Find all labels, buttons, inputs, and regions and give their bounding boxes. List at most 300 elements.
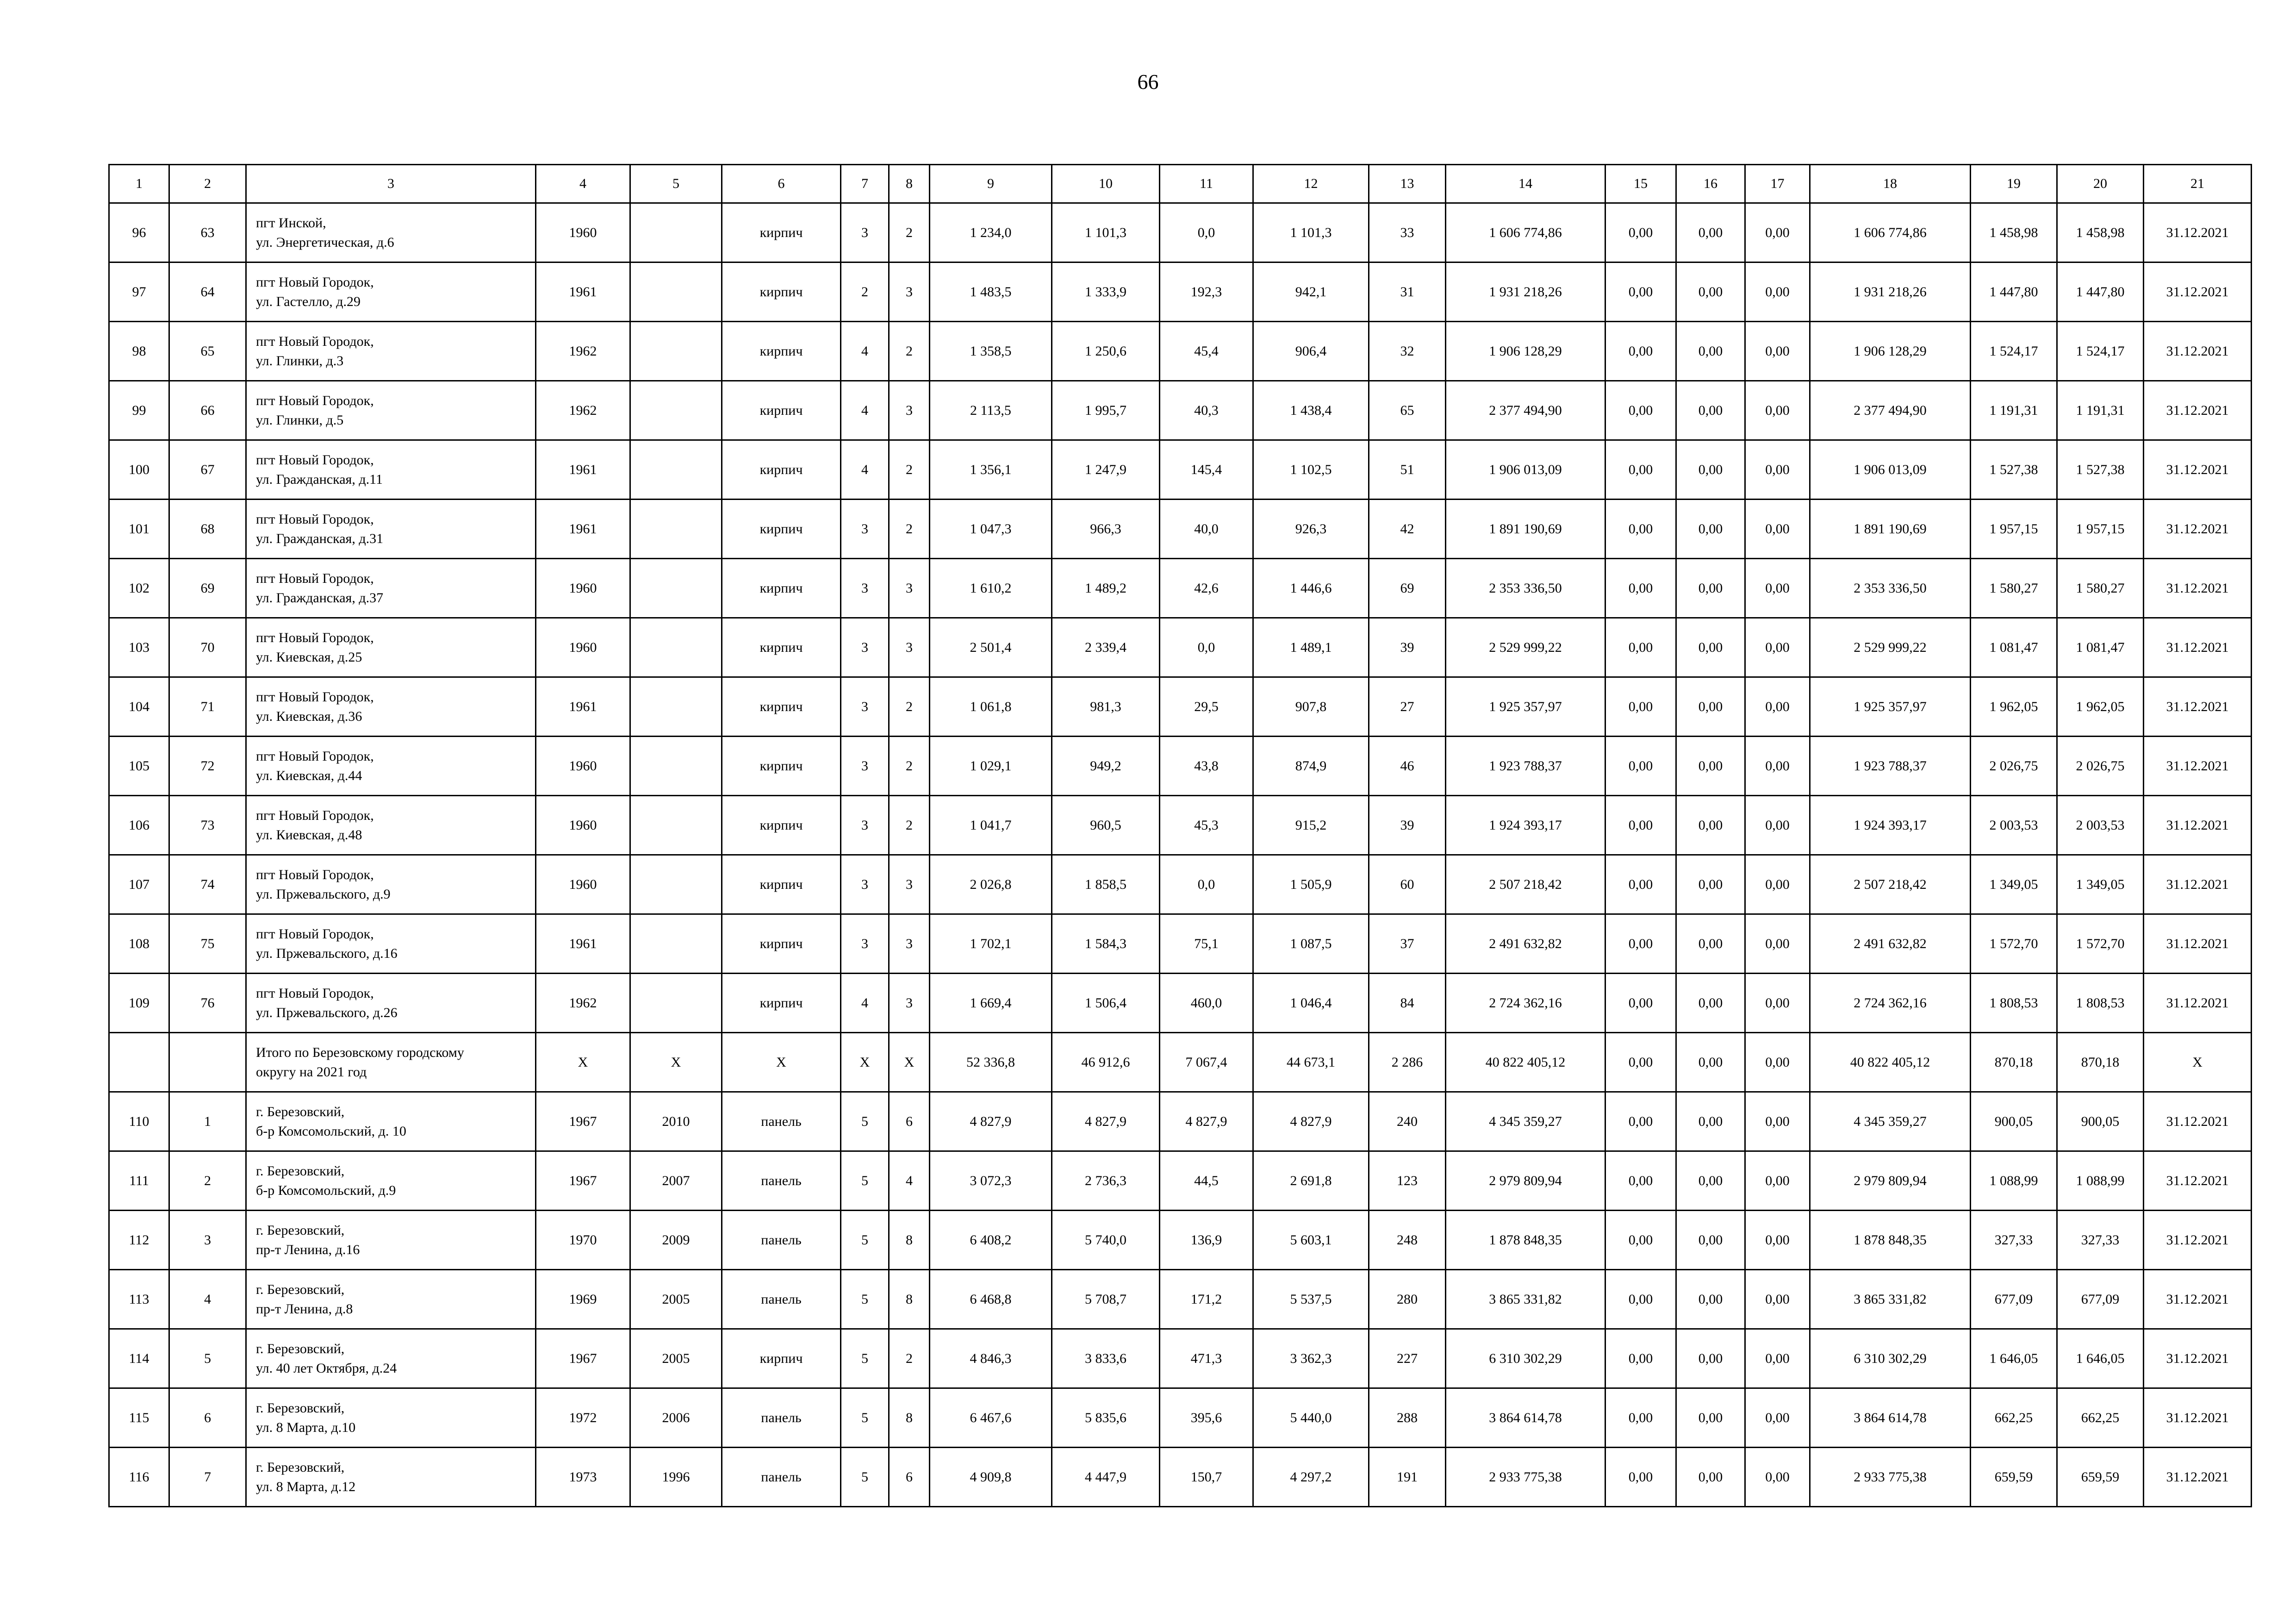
address-line: ул. Гражданская, д.37 xyxy=(256,590,384,606)
table-cell xyxy=(169,1033,246,1092)
table-cell: 102 xyxy=(109,559,169,618)
address-line: ул. Пржевальского, д.16 xyxy=(256,945,398,961)
table-cell: 66 xyxy=(169,381,246,440)
address-line: г. Березовский, xyxy=(256,1104,345,1119)
table-cell: 74 xyxy=(169,855,246,914)
address-line: ул. Пржевальского, д.26 xyxy=(256,1005,398,1020)
table-cell: 1 489,1 xyxy=(1253,618,1369,677)
column-number: 2 xyxy=(169,165,246,203)
table-cell: 677,09 xyxy=(2057,1270,2144,1329)
table-row xyxy=(109,796,2252,855)
table-cell: 0,00 xyxy=(1745,1388,1810,1448)
address-cell xyxy=(246,1329,536,1388)
table-cell: 29,5 xyxy=(1160,677,1253,737)
table-cell: 1 962,05 xyxy=(1971,677,2057,737)
table-cell: 1 xyxy=(169,1092,246,1151)
table-cell: 1 906 013,09 xyxy=(1810,440,1971,500)
address-line: пгт Новый Городок, xyxy=(256,393,374,408)
table-cell: 3 xyxy=(841,677,889,737)
address-line: ул. Глинки, д.5 xyxy=(256,412,344,428)
table-cell: 0,00 xyxy=(1745,440,1810,500)
table-cell: 900,05 xyxy=(2057,1092,2144,1151)
table-cell: 0,00 xyxy=(1745,796,1810,855)
table-cell: 145,4 xyxy=(1160,440,1253,500)
table-cell: 6 310 302,29 xyxy=(1446,1329,1605,1388)
table-cell: 136,9 xyxy=(1160,1211,1253,1270)
address-line: ул. Гражданская, д.11 xyxy=(256,471,383,487)
table-cell: 0,00 xyxy=(1745,1448,1810,1507)
address-cell xyxy=(246,974,536,1033)
table-cell: 4 345 359,27 xyxy=(1446,1092,1605,1151)
table-cell: 662,25 xyxy=(1971,1388,2057,1448)
table-cell: 6 xyxy=(889,1092,930,1151)
table-cell: 1 957,15 xyxy=(1971,500,2057,559)
table-cell: 0,0 xyxy=(1160,855,1253,914)
table-cell: панель xyxy=(722,1211,841,1270)
table-cell: 8 xyxy=(889,1211,930,1270)
table-cell: 39 xyxy=(1369,618,1446,677)
table-cell: 31.12.2021 xyxy=(2144,618,2252,677)
table-cell: 2 691,8 xyxy=(1253,1151,1369,1211)
table-cell: 1969 xyxy=(536,1270,630,1329)
table-cell: 3 865 331,82 xyxy=(1446,1270,1605,1329)
table-cell: 2 026,75 xyxy=(2057,737,2144,796)
address-cell xyxy=(246,1388,536,1448)
table-cell: 2 724 362,16 xyxy=(1810,974,1971,1033)
table-cell: 2 xyxy=(889,737,930,796)
table-cell: 0,00 xyxy=(1676,500,1745,559)
table-cell: 150,7 xyxy=(1160,1448,1253,1507)
column-number: 8 xyxy=(889,165,930,203)
housing-registry-table xyxy=(108,164,2252,1507)
address-line: г. Березовский, xyxy=(256,1459,345,1475)
table-cell xyxy=(630,322,722,381)
table-cell: 4 xyxy=(841,974,889,1033)
column-number: 5 xyxy=(630,165,722,203)
table-cell: 460,0 xyxy=(1160,974,1253,1033)
table-cell: 105 xyxy=(109,737,169,796)
address-line: г. Березовский, xyxy=(256,1341,345,1356)
table-cell: 248 xyxy=(1369,1211,1446,1270)
table-cell: 1 606 774,86 xyxy=(1810,203,1971,262)
column-number-row xyxy=(109,165,2252,203)
table-cell: 5 835,6 xyxy=(1052,1388,1160,1448)
table-cell: 40,3 xyxy=(1160,381,1253,440)
table-cell: 1 646,05 xyxy=(2057,1329,2144,1388)
table-cell: 6 xyxy=(889,1448,930,1507)
table-cell: 5 xyxy=(169,1329,246,1388)
table-cell xyxy=(630,381,722,440)
table-cell: 31.12.2021 xyxy=(2144,381,2252,440)
address-cell xyxy=(246,1151,536,1211)
table-cell: 98 xyxy=(109,322,169,381)
column-number: 7 xyxy=(841,165,889,203)
address-cell xyxy=(246,500,536,559)
table-cell: 2 507 218,42 xyxy=(1810,855,1971,914)
address-line: пгт Новый Городок, xyxy=(256,926,374,942)
table-cell: 966,3 xyxy=(1052,500,1160,559)
table-cell: 2010 xyxy=(630,1092,722,1151)
table-cell: 107 xyxy=(109,855,169,914)
table-cell: 1970 xyxy=(536,1211,630,1270)
table-cell: 84 xyxy=(1369,974,1446,1033)
table-cell xyxy=(630,500,722,559)
table-cell: 68 xyxy=(169,500,246,559)
column-number: 17 xyxy=(1745,165,1810,203)
table-cell: 31.12.2021 xyxy=(2144,796,2252,855)
table-cell: 2 491 632,82 xyxy=(1810,914,1971,974)
table-cell: 100 xyxy=(109,440,169,500)
address-cell xyxy=(246,1033,536,1092)
table-cell: 104 xyxy=(109,677,169,737)
table-cell: 0,00 xyxy=(1605,381,1676,440)
table-cell: 2 339,4 xyxy=(1052,618,1160,677)
table-cell: 32 xyxy=(1369,322,1446,381)
address-line: ул. Гражданская, д.31 xyxy=(256,531,384,546)
table-cell: 31.12.2021 xyxy=(2144,974,2252,1033)
table-cell: 2 529 999,22 xyxy=(1810,618,1971,677)
table-cell: 75,1 xyxy=(1160,914,1253,974)
address-line: ул. 40 лет Октября, д.24 xyxy=(256,1360,397,1376)
address-line: ул. Киевская, д.44 xyxy=(256,768,362,783)
table-cell: 1 191,31 xyxy=(2057,381,2144,440)
table-cell: X xyxy=(536,1033,630,1092)
table-cell: 1 527,38 xyxy=(2057,440,2144,500)
table-cell: 1 924 393,17 xyxy=(1446,796,1605,855)
table-cell: 0,00 xyxy=(1676,559,1745,618)
table-cell: 1 029,1 xyxy=(930,737,1052,796)
table-cell xyxy=(630,974,722,1033)
table-cell: 45,4 xyxy=(1160,322,1253,381)
table-cell: 1 669,4 xyxy=(930,974,1052,1033)
table-cell: 1 891 190,69 xyxy=(1446,500,1605,559)
table-cell: панель xyxy=(722,1448,841,1507)
table-cell: 0,00 xyxy=(1745,855,1810,914)
table-cell: 3 864 614,78 xyxy=(1810,1388,1971,1448)
address-cell xyxy=(246,381,536,440)
table-cell: 1 458,98 xyxy=(1971,203,2057,262)
table-cell: 0,00 xyxy=(1745,322,1810,381)
address-cell xyxy=(246,1270,536,1329)
table-cell: 1 483,5 xyxy=(930,262,1052,322)
table-row xyxy=(109,974,2252,1033)
table-cell: 0,00 xyxy=(1605,440,1676,500)
table-cell: 1 349,05 xyxy=(1971,855,2057,914)
table-cell: 1 524,17 xyxy=(1971,322,2057,381)
table-cell: 1961 xyxy=(536,500,630,559)
table-cell: 2 933 775,38 xyxy=(1446,1448,1605,1507)
table-cell: 5 708,7 xyxy=(1052,1270,1160,1329)
table-cell: 0,00 xyxy=(1676,440,1745,500)
table-row xyxy=(109,1270,2252,1329)
table-cell: 5 xyxy=(841,1211,889,1270)
table-cell: 0,00 xyxy=(1676,1329,1745,1388)
table-cell: 171,2 xyxy=(1160,1270,1253,1329)
table-cell: 1 878 848,35 xyxy=(1446,1211,1605,1270)
table-cell: 2 736,3 xyxy=(1052,1151,1160,1211)
table-cell: 2009 xyxy=(630,1211,722,1270)
address-line: пгт Новый Городок, xyxy=(256,333,374,349)
table-cell: 0,00 xyxy=(1745,737,1810,796)
table-cell: 110 xyxy=(109,1092,169,1151)
table-cell: кирпич xyxy=(722,262,841,322)
column-number: 16 xyxy=(1676,165,1745,203)
address-cell xyxy=(246,618,536,677)
table-cell: 44,5 xyxy=(1160,1151,1253,1211)
table-cell: 1 247,9 xyxy=(1052,440,1160,500)
table-row xyxy=(109,855,2252,914)
table-cell: 6 408,2 xyxy=(930,1211,1052,1270)
address-line: пгт Новый Городок, xyxy=(256,807,374,823)
table-cell: 1 358,5 xyxy=(930,322,1052,381)
table-cell: 52 336,8 xyxy=(930,1033,1052,1092)
table-cell: 0,00 xyxy=(1745,1151,1810,1211)
address-cell xyxy=(246,737,536,796)
column-number: 19 xyxy=(1971,165,2057,203)
page-number: 66 xyxy=(1137,70,1159,94)
address-line: пгт Новый Городок, xyxy=(256,689,374,705)
table-cell: 0,00 xyxy=(1605,914,1676,974)
table-cell xyxy=(630,440,722,500)
table-cell: 874,9 xyxy=(1253,737,1369,796)
table-cell: 5 537,5 xyxy=(1253,1270,1369,1329)
table-row xyxy=(109,203,2252,262)
table-cell: 39 xyxy=(1369,796,1446,855)
table-cell: 0,00 xyxy=(1676,1270,1745,1329)
address-line: пгт Новый Городок, xyxy=(256,630,374,645)
table-cell: 4 447,9 xyxy=(1052,1448,1160,1507)
table-cell: 280 xyxy=(1369,1270,1446,1329)
column-number: 10 xyxy=(1052,165,1160,203)
table-cell: X xyxy=(889,1033,930,1092)
table-cell: 900,05 xyxy=(1971,1092,2057,1151)
table-cell: 31.12.2021 xyxy=(2144,737,2252,796)
table-cell: 1 087,5 xyxy=(1253,914,1369,974)
table-cell: 40,0 xyxy=(1160,500,1253,559)
table-cell: X xyxy=(841,1033,889,1092)
table-cell: 1 702,1 xyxy=(930,914,1052,974)
table-cell xyxy=(630,559,722,618)
table-cell: 114 xyxy=(109,1329,169,1388)
table-cell: 0,00 xyxy=(1745,677,1810,737)
table-row xyxy=(109,1092,2252,1151)
table-cell: 69 xyxy=(1369,559,1446,618)
table-cell: 1 808,53 xyxy=(1971,974,2057,1033)
table-cell: 3 865 331,82 xyxy=(1810,1270,1971,1329)
table-cell: 3 xyxy=(889,618,930,677)
table-cell: 8 xyxy=(889,1270,930,1329)
table-cell: 0,00 xyxy=(1605,1092,1676,1151)
table-cell: 327,33 xyxy=(1971,1211,2057,1270)
table-cell: 0,00 xyxy=(1745,1033,1810,1092)
table-cell: X xyxy=(722,1033,841,1092)
table-cell: 31.12.2021 xyxy=(2144,1092,2252,1151)
table-cell: 1973 xyxy=(536,1448,630,1507)
address-line: г. Березовский, xyxy=(256,1163,345,1179)
table-cell: 31.12.2021 xyxy=(2144,1448,2252,1507)
table-cell: 1 906 128,29 xyxy=(1446,322,1605,381)
table-cell xyxy=(630,737,722,796)
address-line: г. Березовский, xyxy=(256,1400,345,1416)
table-cell: 1961 xyxy=(536,914,630,974)
table-cell: 0,00 xyxy=(1676,914,1745,974)
address-line: округу на 2021 год xyxy=(256,1064,367,1080)
table-cell: 3 xyxy=(889,914,930,974)
table-cell: 65 xyxy=(169,322,246,381)
table-cell: 240 xyxy=(1369,1092,1446,1151)
table-cell: кирпич xyxy=(722,737,841,796)
table-cell: 6 468,8 xyxy=(930,1270,1052,1329)
table-cell: 0,0 xyxy=(1160,203,1253,262)
table-row xyxy=(109,381,2252,440)
table-cell: 0,00 xyxy=(1605,203,1676,262)
table-cell: 4 827,9 xyxy=(1253,1092,1369,1151)
table-cell: 1961 xyxy=(536,262,630,322)
column-number: 20 xyxy=(2057,165,2144,203)
table-cell: 2 026,8 xyxy=(930,855,1052,914)
table-cell: 1962 xyxy=(536,322,630,381)
table-cell: 2 113,5 xyxy=(930,381,1052,440)
table-row xyxy=(109,440,2252,500)
table-cell: 0,00 xyxy=(1676,974,1745,1033)
column-number: 13 xyxy=(1369,165,1446,203)
table-cell xyxy=(109,1033,169,1092)
table-cell: 6 310 302,29 xyxy=(1810,1329,1971,1388)
table-cell: 1960 xyxy=(536,203,630,262)
table-cell: 1 580,27 xyxy=(1971,559,2057,618)
table-cell: панель xyxy=(722,1151,841,1211)
table-cell: 3 xyxy=(841,914,889,974)
column-number: 4 xyxy=(536,165,630,203)
table-cell: 0,00 xyxy=(1605,1329,1676,1388)
table-cell: 2005 xyxy=(630,1329,722,1388)
table-cell: 31.12.2021 xyxy=(2144,914,2252,974)
table-cell: 2 003,53 xyxy=(2057,796,2144,855)
table-row xyxy=(109,1211,2252,1270)
table-cell: 3 072,3 xyxy=(930,1151,1052,1211)
table-cell: 1 088,99 xyxy=(1971,1151,2057,1211)
table-cell xyxy=(630,203,722,262)
table-cell: 27 xyxy=(1369,677,1446,737)
table-cell: 72 xyxy=(169,737,246,796)
table-cell: кирпич xyxy=(722,203,841,262)
table-cell: 0,00 xyxy=(1676,1092,1745,1151)
table-cell: 2 353 336,50 xyxy=(1446,559,1605,618)
table-cell: 915,2 xyxy=(1253,796,1369,855)
table-cell: 659,59 xyxy=(1971,1448,2057,1507)
table-cell: 0,00 xyxy=(1676,262,1745,322)
table-cell: 1 925 357,97 xyxy=(1446,677,1605,737)
table-cell: 0,00 xyxy=(1605,618,1676,677)
address-cell xyxy=(246,203,536,262)
table-cell: 0,00 xyxy=(1676,737,1745,796)
table-cell: 0,00 xyxy=(1676,322,1745,381)
table-cell: 1 447,80 xyxy=(2057,262,2144,322)
table-cell: 45,3 xyxy=(1160,796,1253,855)
table-cell: 0,00 xyxy=(1605,1033,1676,1092)
table-cell: 1962 xyxy=(536,381,630,440)
table-cell: 0,00 xyxy=(1605,322,1676,381)
table-cell: 192,3 xyxy=(1160,262,1253,322)
table-cell: 5 440,0 xyxy=(1253,1388,1369,1448)
table-cell: кирпич xyxy=(722,618,841,677)
table-cell: 1 088,99 xyxy=(2057,1151,2144,1211)
table-cell: панель xyxy=(722,1270,841,1329)
table-cell: 2 xyxy=(169,1151,246,1211)
table-cell: 42 xyxy=(1369,500,1446,559)
table-cell: 76 xyxy=(169,974,246,1033)
table-cell: 0,0 xyxy=(1160,618,1253,677)
table-row xyxy=(109,677,2252,737)
table-cell: 31.12.2021 xyxy=(2144,500,2252,559)
table-cell: кирпич xyxy=(722,677,841,737)
address-line: ул. Киевская, д.48 xyxy=(256,827,362,843)
column-number: 11 xyxy=(1160,165,1253,203)
column-number: 1 xyxy=(109,165,169,203)
table-cell: 0,00 xyxy=(1605,1211,1676,1270)
table-cell: 4 xyxy=(841,381,889,440)
table-cell: 1 447,80 xyxy=(1971,262,2057,322)
table-cell: 395,6 xyxy=(1160,1388,1253,1448)
table-cell: 2 724 362,16 xyxy=(1446,974,1605,1033)
table-cell: 31 xyxy=(1369,262,1446,322)
table-cell: 1 061,8 xyxy=(930,677,1052,737)
table-cell: 1 446,6 xyxy=(1253,559,1369,618)
table-cell: 1960 xyxy=(536,796,630,855)
table-cell: 115 xyxy=(109,1388,169,1448)
table-cell: 2 xyxy=(889,322,930,381)
table-cell: 0,00 xyxy=(1605,974,1676,1033)
table-cell: 0,00 xyxy=(1605,1448,1676,1507)
table-cell: 1 931 218,26 xyxy=(1810,262,1971,322)
table-cell: 2 933 775,38 xyxy=(1810,1448,1971,1507)
table-cell: панель xyxy=(722,1092,841,1151)
table-cell: 2 xyxy=(889,796,930,855)
address-line: ул. Пржевальского, д.9 xyxy=(256,886,391,902)
table-cell: 0,00 xyxy=(1745,974,1810,1033)
table-cell: 3 xyxy=(889,855,930,914)
table-cell: 44 673,1 xyxy=(1253,1033,1369,1092)
table-cell: 2 xyxy=(889,203,930,262)
table-cell: 108 xyxy=(109,914,169,974)
table-cell: 2 507 218,42 xyxy=(1446,855,1605,914)
table-cell: 4 297,2 xyxy=(1253,1448,1369,1507)
table-cell: 981,3 xyxy=(1052,677,1160,737)
table-cell: 106 xyxy=(109,796,169,855)
table-cell: 75 xyxy=(169,914,246,974)
table-cell: 0,00 xyxy=(1676,1448,1745,1507)
table-cell: 1 962,05 xyxy=(2057,677,2144,737)
table-cell: 0,00 xyxy=(1676,796,1745,855)
table-cell: 2005 xyxy=(630,1270,722,1329)
table-cell: 112 xyxy=(109,1211,169,1270)
table-cell: 43,8 xyxy=(1160,737,1253,796)
table-cell: 0,00 xyxy=(1676,1151,1745,1211)
table-cell: 1 606 774,86 xyxy=(1446,203,1605,262)
table-cell: 123 xyxy=(1369,1151,1446,1211)
table-cell: 0,00 xyxy=(1605,262,1676,322)
table-cell: 3 833,6 xyxy=(1052,1329,1160,1388)
table-cell: 37 xyxy=(1369,914,1446,974)
address-cell xyxy=(246,559,536,618)
table-cell: 116 xyxy=(109,1448,169,1507)
address-line: пгт Новый Городок, xyxy=(256,274,374,290)
table-cell: 191 xyxy=(1369,1448,1446,1507)
table-cell: 907,8 xyxy=(1253,677,1369,737)
table-cell: 2 377 494,90 xyxy=(1810,381,1971,440)
table-cell: 1 438,4 xyxy=(1253,381,1369,440)
table-cell: 7 xyxy=(169,1448,246,1507)
